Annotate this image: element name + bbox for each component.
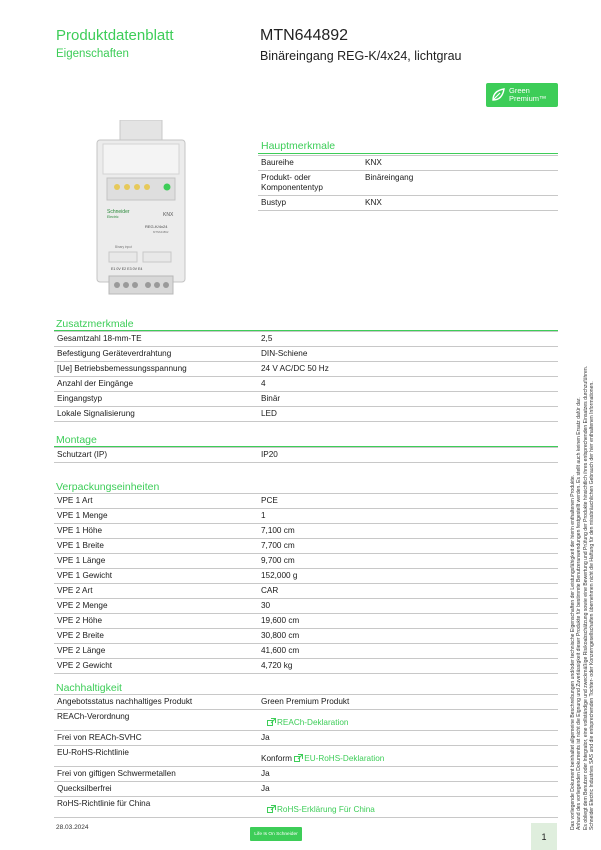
section-title-packaging: Verpackungseinheiten: [56, 481, 160, 493]
additional-features-table: [54, 331, 558, 422]
property-value: 41,600 cm: [258, 644, 558, 659]
sustainability-table: [54, 694, 558, 818]
property-name: Anzahl der Eingänge: [54, 377, 258, 392]
property-value: Green Premium Produkt: [258, 695, 558, 710]
property-value: DIN-Schiene: [258, 347, 558, 362]
declaration-link[interactable]: REACh-Deklaration: [277, 718, 349, 727]
property-value: 152,000 g: [258, 569, 558, 584]
table-row: [258, 156, 558, 171]
table-row: [54, 392, 558, 407]
property-value: 4: [258, 377, 558, 392]
device-model-code: MTN644892: [153, 230, 169, 234]
table-row: [54, 731, 558, 746]
property-name: VPE 2 Menge: [54, 599, 258, 614]
property-name: Lokale Signalisierung: [54, 407, 258, 422]
table-row: [54, 332, 558, 347]
external-link-icon: [267, 805, 276, 813]
table-row: [54, 659, 558, 674]
device-knx: KNX: [163, 212, 174, 218]
table-row: [54, 767, 558, 782]
property-value: 30,800 cm: [258, 629, 558, 644]
property-name: Schutzart (IP): [54, 448, 258, 463]
property-value: CAR: [258, 584, 558, 599]
table-row: [54, 797, 558, 818]
page-number: 1: [531, 823, 557, 850]
property-name: Frei von giftigen Schwermetallen: [54, 767, 258, 782]
property-value: 30: [258, 599, 558, 614]
packaging-table: [54, 493, 558, 674]
property-name: [Ue] Betriebsbemessungsspannung: [54, 362, 258, 377]
table-row: [54, 347, 558, 362]
disclaimer-line: Das vorliegende Dokument beinhaltet allgemeine Beschreibungen und/oder technische Eigenschaften der Leistungsfähigkeit der hierin enthaltenen Produkte.: [570, 474, 576, 830]
table-row: [54, 524, 558, 539]
property-value: IP20: [258, 448, 558, 463]
property-value: Ja: [258, 767, 558, 782]
property-value: KNX: [362, 196, 558, 211]
device-model-label: REG-K/4x24: [145, 224, 168, 229]
legal-disclaimer: [570, 270, 595, 830]
leaf-icon: [490, 87, 506, 103]
table-row: [54, 448, 558, 463]
property-value: 24 V AC/DC 50 Hz: [258, 362, 558, 377]
section-rule: [258, 153, 558, 154]
mounting-table: [54, 447, 558, 463]
property-name: VPE 1 Gewicht: [54, 569, 258, 584]
header-right: [260, 27, 462, 64]
external-link-icon: [267, 718, 276, 726]
table-row: [54, 584, 558, 599]
declaration-link[interactable]: RoHS-Erklärung Für China: [277, 805, 375, 814]
section-title-sustainability: Nachhaltigkeit: [56, 682, 122, 694]
table-row: [54, 614, 558, 629]
property-value: 9,700 cm: [258, 554, 558, 569]
footer-logo-text: Life Is On Schneider: [254, 831, 298, 837]
property-name: Quecksilberfrei: [54, 782, 258, 797]
property-name: VPE 1 Breite: [54, 539, 258, 554]
table-row: [54, 509, 558, 524]
table-row: [54, 539, 558, 554]
property-value: PCE: [258, 494, 558, 509]
external-link-icon: [294, 754, 303, 762]
footer-date: 28.03.2024: [56, 824, 89, 831]
table-row: [258, 171, 558, 196]
table-row: [54, 569, 558, 584]
property-value: 2,5: [258, 332, 558, 347]
property-name: Befestigung Geräteverdrahtung: [54, 347, 258, 362]
product-description: Binäreingang REG-K/4x24, lichtgrau: [260, 49, 462, 63]
green-premium-line2: Premium™: [509, 94, 547, 103]
disclaimer-line: Anhand des vorliegenden Dokuments ist nicht die Eignung und Zuverlässigkeit dieser Produkte für bestimmte Benutzeranwendungen festgestellt werden. Es stellt auch keinen Ersatz dafür dar.: [576, 397, 583, 830]
property-name: Eingangstyp: [54, 392, 258, 407]
table-row: [54, 782, 558, 797]
document-type-title: Produktdatenblatt: [56, 27, 174, 44]
property-value: 4,720 kg: [258, 659, 558, 674]
document-subtitle: Eigenschaften: [56, 48, 129, 60]
device-terminal-labels: E1 0V E2 E3 0V E4: [111, 267, 143, 271]
property-name: VPE 2 Höhe: [54, 614, 258, 629]
green-premium-line1: Green: [509, 86, 530, 95]
property-value: [258, 746, 558, 767]
property-name: Bustyp: [258, 196, 362, 211]
table-row: [54, 377, 558, 392]
product-reference: MTN644892: [260, 27, 349, 44]
header-left: [56, 27, 174, 61]
compliance-status: Konform: [261, 754, 292, 763]
property-name: EU-RoHS-Richtlinie: [54, 746, 258, 767]
property-value: Binär: [258, 392, 558, 407]
schneider-footer-logo: [250, 827, 302, 841]
property-value: 19,600 cm: [258, 614, 558, 629]
section-title-main: Hauptmerkmale: [261, 140, 336, 152]
property-name: Produkt- oder Komponententyp: [258, 171, 362, 196]
table-row: [54, 644, 558, 659]
disclaimer-line: Es obliegt dem Benutzer oder Integrator, eine vollständige und zweckmäßige Risikoabschätzung sowie eine Bewertung und Prüfung der Produkte hinsichtlich ihres entsprechenden Einsatzes durchzuführen.: [582, 365, 589, 830]
property-name: REACh-Verordnung: [54, 710, 258, 731]
property-name: Angebotsstatus nachhaltiges Produkt: [54, 695, 258, 710]
table-row: [54, 710, 558, 731]
table-row: [54, 407, 558, 422]
property-name: VPE 1 Art: [54, 494, 258, 509]
table-row: [54, 494, 558, 509]
property-name: VPE 2 Breite: [54, 629, 258, 644]
table-row: [258, 196, 558, 211]
property-name: VPE 1 Höhe: [54, 524, 258, 539]
table-row: [54, 599, 558, 614]
property-value: Ja: [258, 782, 558, 797]
main-features-table: [258, 155, 558, 211]
table-row: [54, 554, 558, 569]
property-name: VPE 2 Gewicht: [54, 659, 258, 674]
table-row: [54, 629, 558, 644]
product-image: [95, 120, 187, 300]
device-brand: Schneider: [107, 209, 130, 215]
property-value: 7,100 cm: [258, 524, 558, 539]
table-row: [54, 746, 558, 767]
property-value: 7,700 cm: [258, 539, 558, 554]
property-value: KNX: [362, 156, 558, 171]
device-brand-sub: Electric: [107, 215, 119, 219]
property-value: Ja: [258, 731, 558, 746]
property-value: LED: [258, 407, 558, 422]
table-row: [54, 362, 558, 377]
section-title-mounting: Montage: [56, 434, 97, 446]
property-name: Gesamtzahl 18-mm-TE: [54, 332, 258, 347]
green-premium-logo: [486, 83, 558, 107]
section-title-additional: Zusatzmerkmale: [56, 318, 134, 330]
property-name: VPE 1 Länge: [54, 554, 258, 569]
property-value: [258, 797, 558, 818]
property-value: [258, 710, 558, 731]
property-name: VPE 1 Menge: [54, 509, 258, 524]
declaration-link[interactable]: EU-RoHS-Deklaration: [304, 754, 385, 763]
property-value: Binäreingang: [362, 171, 558, 196]
property-name: RoHS-Richtlinie für China: [54, 797, 258, 818]
property-name: Baureihe: [258, 156, 362, 171]
property-name: VPE 2 Länge: [54, 644, 258, 659]
property-value: 1: [258, 509, 558, 524]
table-row: [54, 695, 558, 710]
property-name: VPE 2 Art: [54, 584, 258, 599]
device-binary-label: Binary input: [115, 245, 132, 249]
disclaimer-line: Schneider Electric Industries SAS und die entsprechenden Tochter- oder Konzerngesellschaften übernehmen nicht die Haftung für den missbräuchlichen Gebrauch der hier enthaltenen Informationen.: [588, 381, 595, 830]
property-name: Frei von REACh-SVHC: [54, 731, 258, 746]
